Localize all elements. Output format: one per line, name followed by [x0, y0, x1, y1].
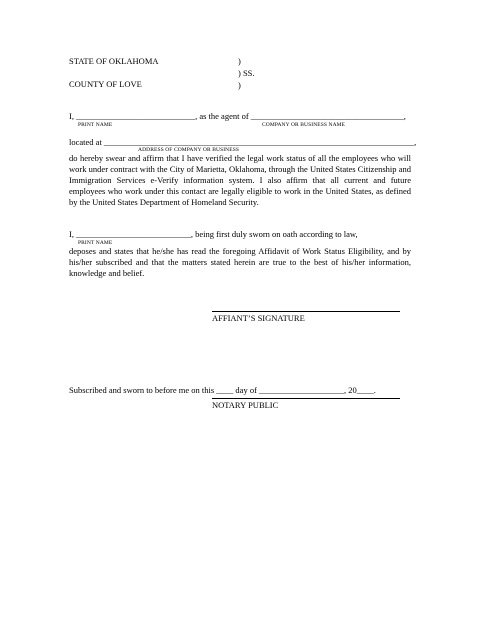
company-name-caption: COMPANY OR BUSINESS NAME	[262, 122, 346, 128]
county-label: COUNTY OF LOVE	[69, 79, 142, 89]
affiant-signature-label: AFFIANT’S SIGNATURE	[212, 313, 305, 323]
state-label: STATE OF OKLAHOMA	[69, 56, 159, 66]
print-name-caption: PRINT NAME	[78, 122, 113, 128]
notary-public-label: NOTARY PUBLIC	[212, 400, 279, 410]
affiant-signature-line	[212, 311, 400, 312]
agent-line: I, ____________________________, as the agent of ____________________________________,	[69, 111, 406, 121]
venue-paren-1: )	[238, 56, 241, 66]
oath-line: I, ___________________________, being first duly sworn on oath according to law,	[69, 229, 358, 239]
venue-paren-ss: ) SS.	[238, 68, 255, 78]
deposition-paragraph: deposes and states that he/she has read the foregoing Affidavit of Work Status Eligibility, and by his/her subscribed and that the matters stated herein are true to the best of his/her information, knowledge and belief.	[69, 246, 411, 278]
subscribed-line: Subscribed and sworn to before me on this ____ day of ____________________, 20____.	[69, 385, 376, 395]
affirmation-paragraph: do hereby swear and affirm that I have verified the legal work status of all the employees who will work under contract with the City of Marietta, Oklahoma, through the United States Citizenship and Immigration Services e-Verify information system. I also affirm that all current and future employees who work under this contact are legally eligible to work in the United States, as defined by the United States Department of Homeland Security.	[69, 153, 411, 207]
location-line: located at _________________________________________________________________________,	[69, 137, 417, 147]
venue-paren-3: )	[238, 80, 241, 90]
oath-print-name-caption: PRINT NAME	[78, 240, 113, 246]
notary-signature-line	[212, 398, 400, 399]
address-caption: ADDRESS OF COMPANY OR BUSINESS	[138, 147, 240, 153]
